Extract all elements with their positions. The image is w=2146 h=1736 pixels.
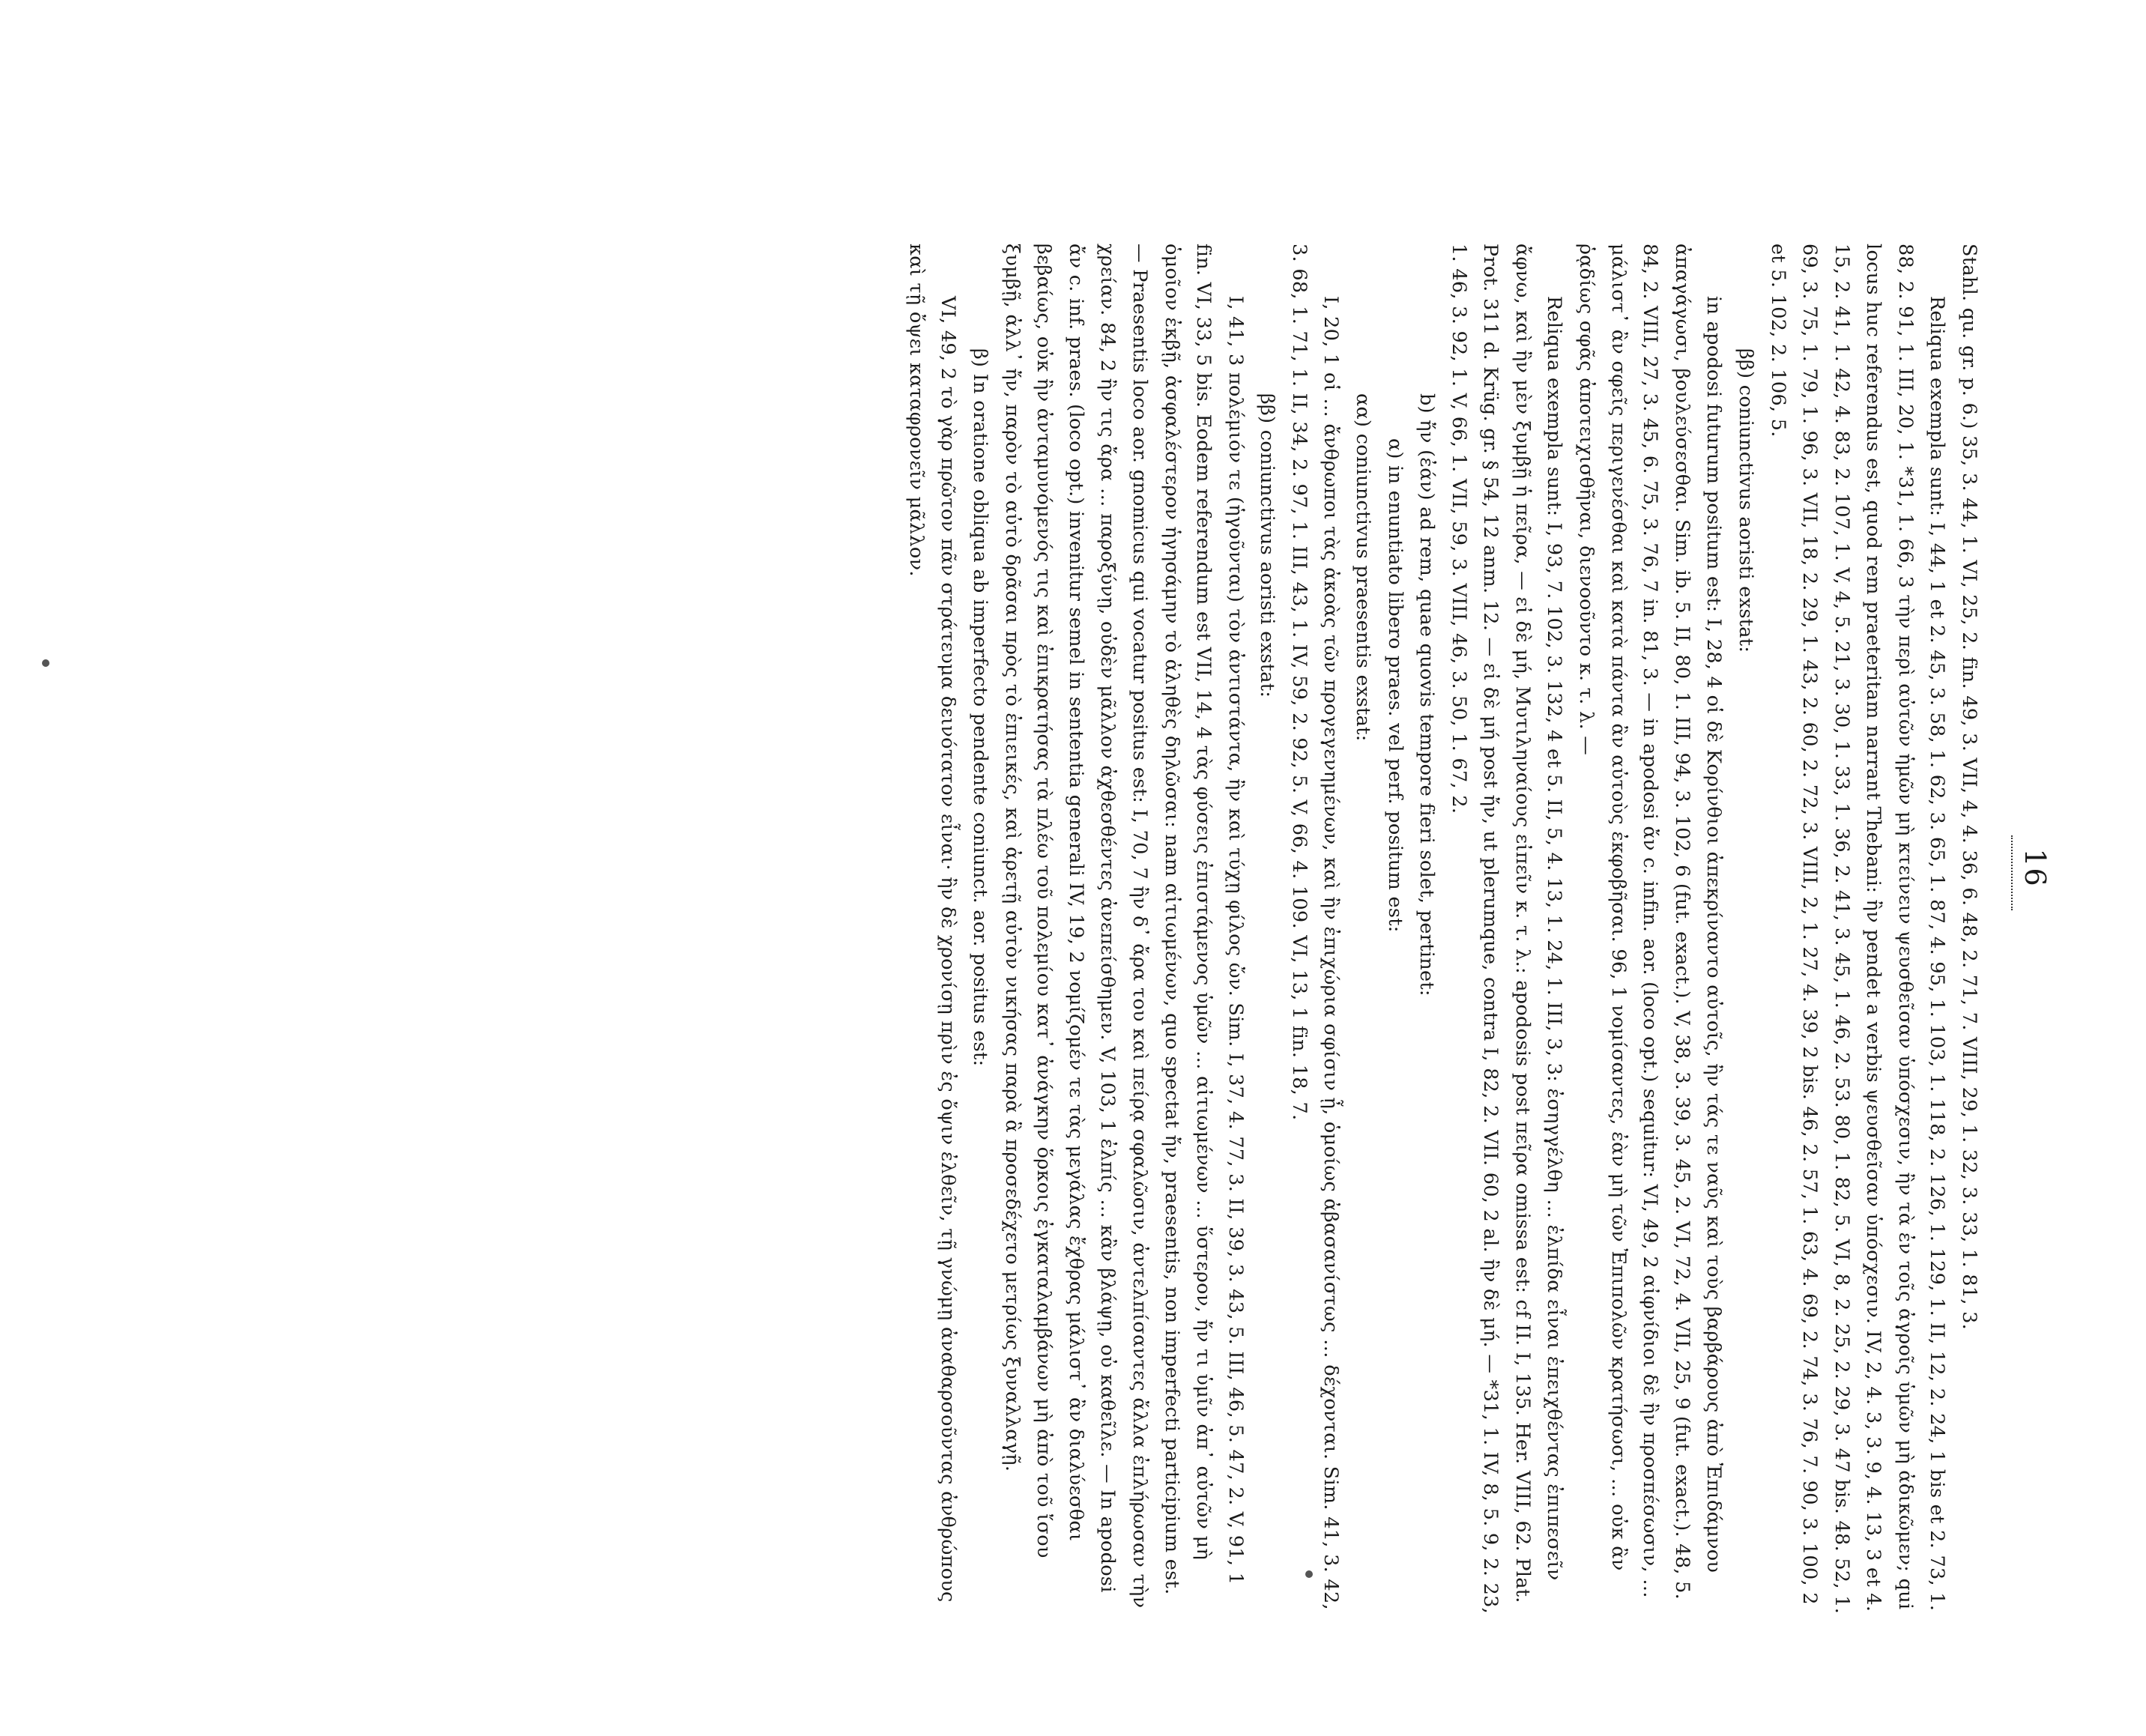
page-number: 16 [2019,848,2052,888]
paragraph: VI, 49, 2 τὸ γὰρ πρῶτον πᾶν στράτευμα δεινότατον εἶναι· ἢν δὲ χρονίσῃ πρὶν ἐς ὄψιν ἐλθεῖν, τῇ γνώμῃ ἀναθαρσοῦντας ἀνθρώπους καὶ τῇ ὄψει καταφρονεῖν μᾶλλον. [904,244,960,1603]
section-heading: α) in enuntiato libero praes. vel perf. positum est: [1383,438,1406,933]
section-heading: β) In oratione obliqua ab imperfecto pendente coniunct. aor. positus est: [969,348,992,1067]
paragraph: Reliqua exempla sunt: I, 44, 1 et 2. 45, 3. 58, 1. 62, 3. 65, 1. 87, 4. 95, 1. 103, 1. 118, 2. 126, 1. 129, 1. II, 12, 2. 24, 1 bis et 2. 73, 1. 88, 2. 91, 1. III, 20, 1. *31, 1. 66, 3 τὴν περὶ αὐτῶν ἡμῶν μὴ κτείνειν ψευσθεῖσαν ὑπόσχεσιν, ἢν τὰ ἐν τοῖς ἀγροῖς ὑμῶν μὴ ἀδικῶμεν; qui locus huc referendus est, quod rem praeteritam narrant Thebani: ἢν pendet a verbis ψευσθεῖσαν ὑπόσχεσιν. IV, 2, 4. 3, 3. 9, 4. 13, 3 et 4. 15, 2. 41, 1. 42, 4. 83, 2. 107, 1. V, 4, 5. 21, 3. 30, 1. 33, 1. 36, 2. 41, 3. 45, 1. 46, 2. 53. 80, 1. 82, 5. VI, 8, 2. 25, 2. 29, 3. 47 bis. 48. 52, 1. 69, 3. 75, 1. 79, 1. 96, 3. VII, 18, 2. 29, 1. 43, 2. 60, 2. 72, 3. VIII, 2, 1. 27, 4. 39, 2 bis. 46, 2. 57, 1. 63, 4. 69, 2. 74, 3. 76, 7. 90, 3. 100, 2 et 5. 102, 2. 106, 5. [1766,244,1949,1615]
header-ornament [2002,835,2013,910]
section-heading: ββ) coniunctivus aoristi exstat: [1734,348,1757,653]
scan-speck [1305,1570,1313,1578]
paragraph: I, 20, 1 οἱ … ἄνθρωποι τὰς ἀκοὰς τῶν προγεγενημένων, καὶ ἢν ἐπιχώρια σφίσιν ᾖ, ὁμοίως ἀβασανίστως … δέχονται. Sim. 41, 3. 42, 3. 68, 1. 71, 1. II, 34, 2. 97, 1. III, 43, 1. IV, 59, 2. 92, 5. V, 66, 4. 109. VI, 13, 1 fin. 18, 7. [1287,244,1343,1610]
paragraph: Stahl. qu. gr. p. 6.) 35, 3. 44, 1. VI, 25, 2. fin. 49, 3. VII, 4, 4. 36, 6. 48, 2. 71, 7. VIII, 29, 1. 32, 3. 33, 1. 81, 3. [1958,244,1980,1331]
paragraph: Reliqua exempla sunt: I, 93, 7. 102, 3. 132, 4 et 5. II, 5, 4. 13, 1. 24, 1. III, 3, 3: ἐσηγγέλθη … ἐλπίδα εἶναι ἐπειχθέντας ἐπιπεσεῖν ἄφνω, καὶ ἢν μὲν ξυμβῇ ἡ πεῖρα, — εἰ δὲ μή, Μυτιληναίους εἰπεῖν κ. τ. λ.: apodosis post πεῖρα omissa est: cf II. I, 135. Her. VIII, 62. Plat. Prot. 311 d. Krüg. gr. § 54, 12 anm. 12. — εἰ δὲ μή post ἤν, ut plerumque, contra I, 82, 2. VII. 60, 2 al. ἢν δὲ μή. — *31, 1. IV, 8, 5. 9, 2. 23, 1. 46, 3. 92, 1. V, 66, 1. VII, 59, 3. VIII, 46, 3. 50, 1. 67, 2. [1447,244,1566,1615]
scan-speck [42,659,49,667]
body-text [900,244,1985,1618]
paragraph: in apodosi futurum positum est: I, 28, 4 οἱ δὲ Κορίνθιοι ἀπεκρίναντο αὐτοῖς, ἢν τάς τε ναῦς καὶ τοὺς βαρβάρους ἀπὸ Ἐπιδάμνου ἀπαγάγωσι, βουλεύσεσθαι. Sim. ib. 5. II, 80, 1. III, 94, 3. 102, 6 (fut. exact.). V, 38, 3. 39, 3. 45, 2. VI, 72, 4. VII, 25, 9 (fut. exact.). 48, 5. 84, 2. VIII, 27, 3. 45, 6. 75, 3. 76, 7 in. 81, 3. — in apodosi ἄν c. infin. aor. (loco opt.) sequitur: VI, 49, 2 αἰφνίδιοι δὲ ἢν προσπέσωσιν, … μάλιστ᾽ ἂν σφεῖς περιγενέσθαι καὶ κατὰ πάντα ἂν αὐτοὺς ἐκφοβῆσαι. 96, 1 νομίσαντες, ἐὰν μὴ τῶν Ἐπιπολῶν κρατήσωσι, … οὐκ ἂν ῥᾳδίως σφᾶς ἀποτειχισθῆναι, διενοοῦντο κ. τ. λ. — [1575,244,1726,1600]
paragraph: I, 41, 3 πολέμιόν τε (ἡγοῦνται) τὸν ἀντιστάντα, ἢν καὶ τύχῃ φίλος ὤν. Sim. I, 37, 4. 77, 3. II, 39, 3. 43, 5. III, 46, 5. 47, 2. V, 91, 1 fin. VI, 33, 5 bis. Eodem referendum est VII, 14, 4 τὰς φύσεις ἐπιστάμενος ὑμῶν … αἰτιωμένων … ὕστερον, ἤν τι ὑμῖν ἀπ᾽ αὐτῶν μὴ ὁμοῖον ἐκβῇ, ἀσφαλέστερον ἡγησάμην τὸ ἀληθὲς δηλῶσαι: nam αἰτιωμένων, quo spectat ἤν, praesentis, non imperfecti participium est. — Praesentis loco aor. gnomicus qui vocatur positus est: I, 70, 7 ἢν δ᾽ ἄρα του καὶ πείρᾳ σφαλῶσιν, ἀντελπίσαντες ἄλλα ἐπλήρωσαν τὴν χρείαν. 84, 2 ἢν τις ἄρα … παροξύνῃ, οὐδὲν μᾶλλον ἀχθεσθέντες ἀνεπείσθημεν. V, 103, 1 ἐλπίς … κἂν βλάψῃ, οὐ καθεῖλε. — In apodosi ἄν c. inf. praes. (loco opt.) invenitur semel in sententia generali IV, 19, 2 νομίζομέν τε τὰς μεγάλας ἔχθρας μάλιστ᾽ ἂν διαλύεσθαι βεβαίως, οὐκ ἢν ἀνταμυνόμενός τις καὶ ἐπικρατήσας τὰ πλέω τοῦ πολεμίου κατ᾽ ἀνάγκην ὅρκοις ἐγκαταλαμβάνων μὴ ἀπὸ τοῦ ἴσου ξυμβῇ, ἀλλ᾽ ἤν, παρὸν τὸ αὐτὸ δρᾶσαι πρὸς τὸ ἐπιεικές, καὶ ἀρετῇ αὐτὸν νικήσας παρὰ ἃ προσεδέχετο μετρίως ξυναλλαγῇ. [1000,244,1247,1609]
section-heading: b) ἤν (ἐάν) ad rem, quae quovis tempore fieri solet, pertinet: [1415,393,1439,996]
section-heading: αα) coniunctivus praesentis exstat: [1352,393,1375,742]
section-heading: ββ) coniunctivus aoristi exstat: [1256,393,1279,698]
